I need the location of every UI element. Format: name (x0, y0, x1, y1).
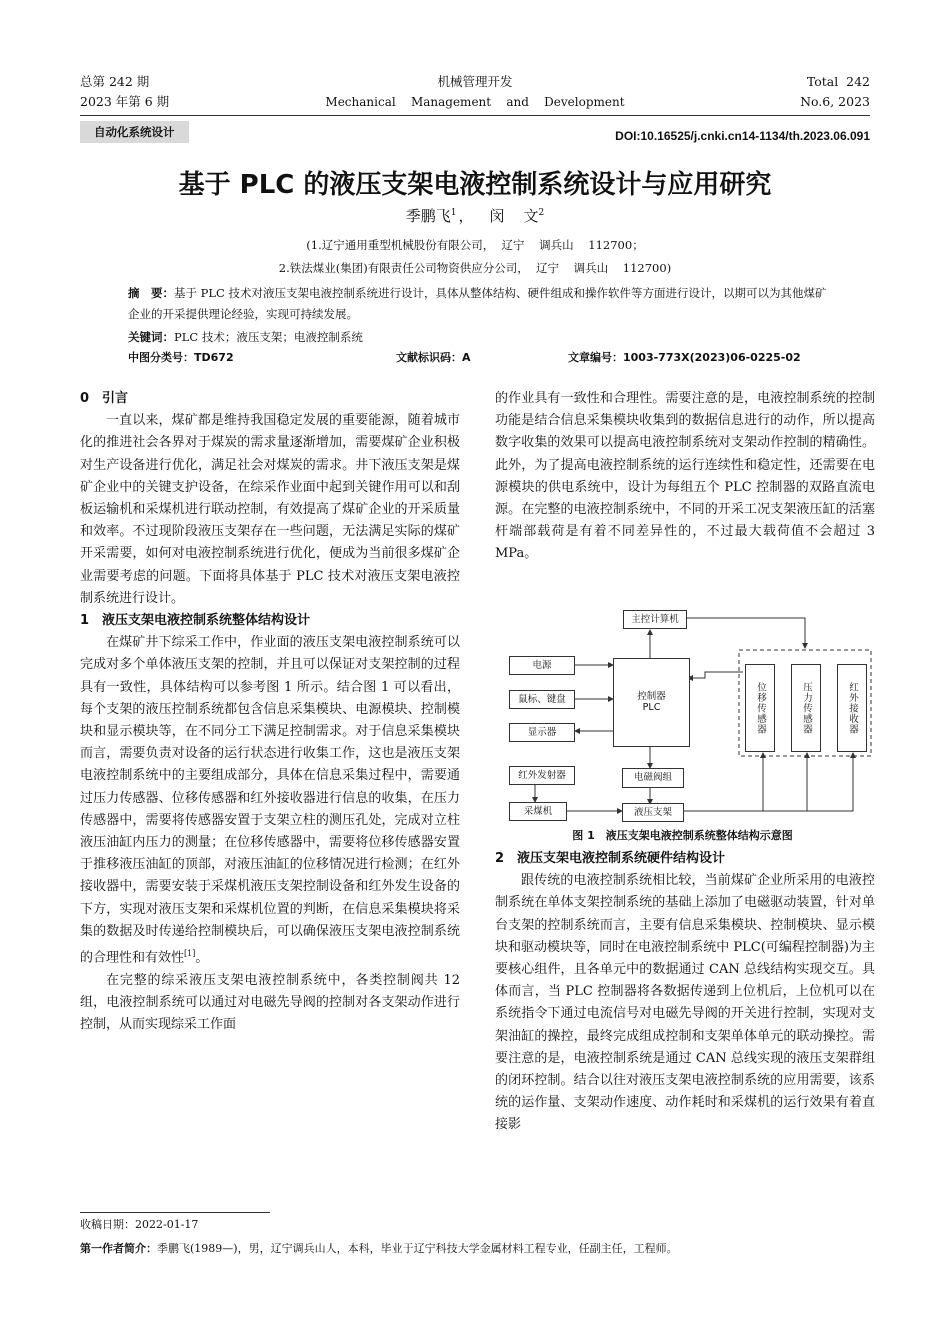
power-box: 电源 (509, 656, 575, 675)
right-column-top (495, 388, 875, 566)
figure-1-caption: 图 1 液压支架电液控制系统整体结构示意图 (572, 829, 793, 842)
abstract (128, 283, 828, 325)
doi: DOI:10.16525/j.cnki.cn14-1134/th.2023.06.091 (615, 129, 870, 143)
section-1-paragraph-1 (80, 632, 460, 969)
pressure-sensor-box: 压力传感器 (791, 664, 821, 752)
master-computer-box: 主控计算机 (623, 610, 687, 629)
author-2: 闵 文 (489, 207, 539, 225)
journal-name-en: Mechanical Management and Development (325, 95, 625, 109)
section-2-paragraph: 跟传统的电液控制系统相比较，当前煤矿企业所采用的电液控制系统在单体支架控制系统的基础上添加了电磁驱动装置，针对单台支架的控制系统而言，主要有信息采集模块、控制模块、显示模块和驱动模块等，同时在电液控制系统中 PLC(可编程控制器)为主要核心组件，且各单元中的数据通过 CAN 总线结构实现交互。具体而言，当 PLC 控制器将各数据传递到上位机后，上位机可以在系统指令下通过电流信号对电磁先导阀的开关进行控制，实现对支架油缸的操控，最终完成组成控制和支架单体单元的联动操控。需要注意的是，电液控制系统是通过 CAN 总线实现的液压支架群组的闭环控制。结合以往对液压支架电液控制系统的应用需要，该系统的运作量、支架动作速度、动作耗时和采煤机的运行效果有着直接影 (495, 873, 875, 1133)
journal-issue-right (800, 72, 870, 112)
section-0-paragraph: 一直以来，煤矿都是维持我国稳定发展的重要能源，随着城市化的推进社会各界对于煤炭的需求量逐渐增加，需要煤矿企业积极对生产设备进行优化，满足社会对煤炭的需求。井下液压支架是煤矿企业中的关键支护设备，在综采作业面中起到关键作用可以和刮板运输机和采煤机进行联动控制，有效提高了煤矿企业的开采质量和效率。不过现阶段液压支架存在一些问题，无法满足实际的煤矿开采需要，如何对电液控制系统进行优化，便成为当前很多煤矿企业需要考虑的问题。下面将具体基于 PLC 技术对液压支架电液控制系统进行设计。 (80, 413, 460, 606)
section-2-heading: 2 液压支架电液控制系统硬件结构设计 (495, 851, 726, 866)
paper-title: 基于 PLC 的液压支架电液控制系统设计与应用研究 (178, 170, 772, 200)
author-sep: ， (458, 207, 474, 225)
solenoid-valve-box: 电磁阀组 (622, 768, 684, 788)
clc-number: 中图分类号：TD672 (128, 351, 234, 364)
figure-1 (495, 608, 875, 828)
right-column-bottom (495, 848, 875, 1137)
author-2-aff: 2 (538, 208, 545, 218)
hydraulic-support-box: 液压支架 (622, 803, 684, 822)
reference-1[interactable]: [1] (184, 949, 196, 959)
issue-number-en: No.6, 2023 (800, 94, 870, 109)
received-date (80, 1216, 198, 1232)
received-text: 收稿日期：2022-01-17 (80, 1218, 199, 1231)
abstract-label: 摘 要： (128, 286, 174, 300)
section-0-heading: 0 引言 (80, 391, 129, 406)
issue-year: 2023 年第 6 期 (80, 94, 170, 109)
section-tag: 自动化系统设计 (80, 121, 189, 143)
keywords-label: 关键词： (128, 330, 174, 344)
section-1-paragraph-2: 在完整的综采液压支架电液控制系统中，各类控制阀共 12 组，电液控制系统可以通过对电磁先导阀的控制对各支架动作进行控制，从而实现综采工作面 (80, 972, 460, 1033)
footnote-rule (80, 1212, 270, 1213)
section-1-heading: 1 液压支架电液控制系统整体结构设计 (80, 613, 311, 629)
article-number: 文章编号：1003-773X(2023)06-0225-02 (568, 351, 801, 364)
ir-receiver-box: 红外接收器 (837, 664, 867, 752)
affiliation-2: 2.铁法煤业(集团)有限责任公司物资供应分公司， 辽宁 调兵山 112700) (278, 261, 672, 275)
keywords (128, 327, 828, 348)
journal-name-cn: 机械管理开发 (437, 74, 513, 89)
issue-total-en: Total 242 (806, 74, 870, 89)
author-bio (80, 1240, 880, 1256)
mouse-keyboard-box: 鼠标、键盘 (509, 690, 575, 709)
bio-text: 季鹏飞(1989—)，男，辽宁调兵山人，本科，毕业于辽宁科技大学金属材料工程专业，任副主任，工程师。 (157, 1242, 678, 1255)
author-1-aff: 1 (450, 208, 457, 218)
author-1: 季鹏飞 (405, 207, 451, 225)
display-box: 显示器 (509, 723, 575, 742)
authors (80, 205, 870, 226)
journal-name (80, 72, 870, 112)
section-1-paragraph-1-text: 在煤矿井下综采工作中，作业面的液压支架电液控制系统可以完成对多个单体液压支架的控制，并且可以保证对支架控制的过程具有一致性，具体结构可以参考图 1 所示。结合图 1 可以看出，每个支架的液压控制系统都包含信息采集模块、电源模块、控制模块和显示模块等，在不同分工下满足控制需求。对于信息采集模块而言，需要负责对设备的运行状态进行收集工作，这也是液压支架电液控制系统中的主要组成部分，具体在信息采集过程中，需要通过压力传感器、位移传感器和红外接收器进行信息的收集，在压力传感器中，需要将传感器安置于支架立柱的测压孔处，完成对立柱液压油缸内压力的测量；在位移传感器中，需要将位移传感器安置于推移液压油缸的顶部，对液压油缸的位移情况进行检测；在红外接收器中，需要安装于采煤机液压支架控制设备和红外发生设备的下方，实现对液压支架和采煤机位置的判断，在信息采集模块将采集的数据及时传递给控制模块后，可以确保液压支架电液控制系统的合理性和有效性 (80, 635, 460, 966)
right-paragraph-continued: 的作业具有一致性和合理性。需要注意的是，电液控制系统的控制功能是结合信息采集模块收集到的数据信息进行的动作，所以提高数字收集的效果可以提高电液控制系统对支架动作控制的精确性。此外，为了提高电液控制系统的运行连续性和稳定性，还需要在电源模块的供电系统中，设计为每组五个 PLC 控制器的双路直流电源。在完整的电液控制系统中，不同的开采工况支架液压缸的活塞杆端部载荷是有着不同差异性的，不过最大载荷值不会超过 3 MPa。 (495, 391, 875, 562)
abstract-text: 基于 PLC 技术对液压支架电液控制系统进行设计，具体从整体结构、硬件组成和操作软件等方面进行设计，以期可以为其他煤矿企业的开采提供理论经验，实现可持续发展。 (128, 286, 827, 321)
classification-row (128, 347, 828, 368)
controller-label: 控制器 (637, 691, 666, 702)
bio-label: 第一作者简介： (80, 1242, 157, 1255)
keywords-text: PLC 技术；液压支架；电液控制系统 (174, 330, 363, 344)
displacement-sensor-box: 位移传感器 (745, 664, 775, 752)
header-rule (80, 115, 870, 116)
plc-label: PLC (642, 702, 661, 713)
ir-emitter-box: 红外发射器 (509, 766, 575, 785)
affiliation-1: (1.辽宁通用重型机械股份有限公司， 辽宁 调兵山 112700； (306, 238, 644, 252)
issue-total: 总第 242 期 (80, 74, 150, 89)
doc-code: 文献标识码：A (396, 351, 471, 364)
section-1-paragraph-1-end: 。 (195, 950, 209, 966)
shearer-box: 采煤机 (509, 802, 567, 821)
left-column (80, 388, 460, 1036)
plc-controller-box (613, 658, 690, 747)
